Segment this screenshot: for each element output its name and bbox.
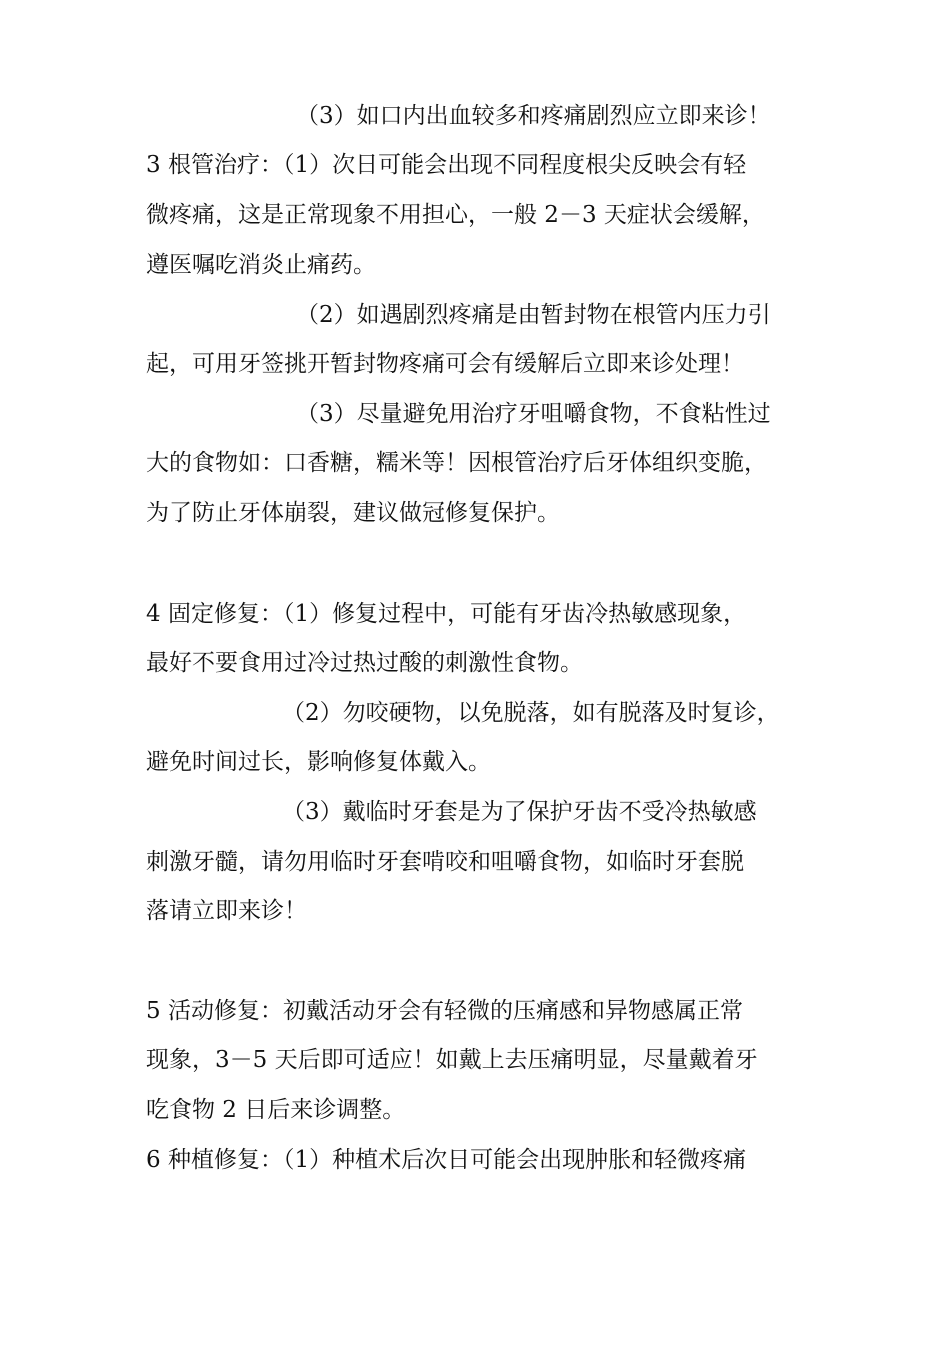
text-line: （3）戴临时牙套是为了保护牙齿不受冷热敏感 <box>282 799 757 825</box>
text-line: 遵医嘱吃消炎止痛药。 <box>146 252 376 278</box>
text-line: （2）如遇剧烈疼痛是由暂封物在根管内压力引 <box>296 302 771 328</box>
text-line: （3）如口内出血较多和疼痛剧烈应立即来诊！ <box>296 103 771 129</box>
text-line: 为了防止牙体崩裂，建议做冠修复保护。 <box>146 500 560 526</box>
text-line: 大的食物如：口香糖，糯米等！因根管治疗后牙体组织变脆， <box>146 450 767 476</box>
text-line: 起，可用牙签挑开暂封物疼痛可会有缓解后立即来诊处理！ <box>146 351 744 377</box>
text-line: 微疼痛，这是正常现象不用担心，一般 2－3 天症状会缓解， <box>146 202 765 228</box>
text-line: 吃食物 2 日后来诊调整。 <box>146 1097 406 1123</box>
text-line: 落请立即来诊！ <box>146 898 307 924</box>
text-line: 3 根管治疗：（1）次日可能会出现不同程度根尖反映会有轻 <box>146 152 747 178</box>
text-line: 5 活动修复：初戴活动牙会有轻微的压痛感和异物感属正常 <box>146 998 743 1024</box>
text-line: 避免时间过长，影响修复体戴入。 <box>146 749 491 775</box>
text-line: 4 固定修复：（1）修复过程中，可能有牙齿冷热敏感现象， <box>146 601 747 627</box>
text-line: （2）勿咬硬物，以免脱落，如有脱落及时复诊， <box>282 700 780 726</box>
text-line: 最好不要食用过冷过热过酸的刺激性食物。 <box>146 650 583 676</box>
text-line: 6 种植修复：（1）种植术后次日可能会出现肿胀和轻微疼痛 <box>146 1147 747 1173</box>
text-line: 刺激牙髓，请勿用临时牙套啃咬和咀嚼食物，如临时牙套脱 <box>146 849 744 875</box>
text-line: （3）尽量避免用治疗牙咀嚼食物，不食粘性过 <box>296 401 771 427</box>
text-line: 现象，3－5 天后即可适应！如戴上去压痛明显，尽量戴着牙 <box>146 1047 758 1073</box>
